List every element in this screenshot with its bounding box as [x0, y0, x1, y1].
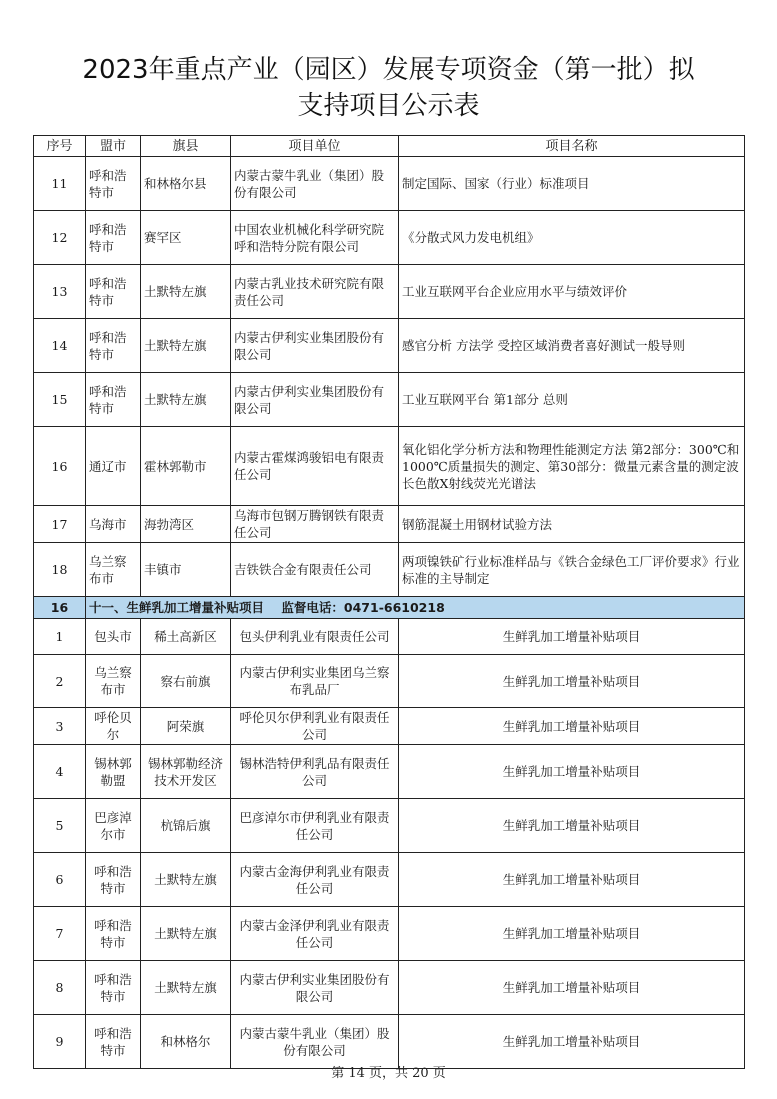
cell-banner: 稀土高新区 — [141, 619, 231, 655]
cell-banner: 土默特左旗 — [141, 853, 231, 907]
cell-unit: 内蒙古乳业技术研究院有限责任公司 — [231, 265, 399, 319]
cell-league: 呼和浩特市 — [86, 157, 141, 211]
cell-unit: 内蒙古伊利实业集团股份有限公司 — [231, 319, 399, 373]
cell-unit: 内蒙古蒙牛乳业（集团）股份有限公司 — [231, 1015, 399, 1069]
cell-name: 生鲜乳加工增量补贴项目 — [399, 799, 745, 853]
cell-banner: 锡林郭勒经济技术开发区 — [141, 745, 231, 799]
cell-unit: 内蒙古伊利实业集团股份有限公司 — [231, 961, 399, 1015]
table-header-row — [34, 136, 745, 157]
cell-league: 呼和浩特市 — [86, 211, 141, 265]
cell-seq: 3 — [34, 708, 86, 745]
table-row — [34, 619, 745, 655]
project-table — [33, 135, 745, 1069]
section-header-row — [34, 597, 745, 619]
cell-unit: 呼伦贝尔伊利乳业有限责任公司 — [231, 708, 399, 745]
table-row — [34, 1015, 745, 1069]
table-row — [34, 157, 745, 211]
cell-seq: 17 — [34, 506, 86, 543]
page-footer: 第 14 页，共 20 页 — [331, 1066, 446, 1081]
cell-league: 呼和浩特市 — [86, 319, 141, 373]
cell-banner: 土默特左旗 — [141, 961, 231, 1015]
title-line-1: 2023年重点产业（园区）发展专项资金（第一批）拟 — [82, 55, 695, 85]
table-row — [34, 799, 745, 853]
cell-banner: 阿荣旗 — [141, 708, 231, 745]
header-name: 项目名称 — [399, 136, 745, 157]
cell-league: 呼和浩特市 — [86, 853, 141, 907]
cell-banner: 丰镇市 — [141, 543, 231, 597]
table-row — [34, 319, 745, 373]
cell-unit: 中国农业机械化科学研究院呼和浩特分院有限公司 — [231, 211, 399, 265]
table-row — [34, 427, 745, 506]
cell-name: 两项镍铁矿行业标准样品与《铁合金绿色工厂评价要求》行业标准的主导制定 — [399, 543, 745, 597]
cell-unit: 锡林浩特伊利乳品有限责任公司 — [231, 745, 399, 799]
page-title — [0, 52, 777, 124]
table-row — [34, 708, 745, 745]
table-row — [34, 373, 745, 427]
table-row — [34, 543, 745, 597]
table-row — [34, 745, 745, 799]
cell-name: 生鲜乳加工增量补贴项目 — [399, 907, 745, 961]
cell-seq: 11 — [34, 157, 86, 211]
cell-league: 呼伦贝尔 — [86, 708, 141, 745]
table-row — [34, 907, 745, 961]
cell-banner: 土默特左旗 — [141, 373, 231, 427]
cell-league: 呼和浩特市 — [86, 265, 141, 319]
cell-seq: 15 — [34, 373, 86, 427]
cell-seq: 14 — [34, 319, 86, 373]
table-row — [34, 961, 745, 1015]
cell-unit: 内蒙古伊利实业集团乌兰察布乳品厂 — [231, 655, 399, 708]
cell-banner: 土默特左旗 — [141, 319, 231, 373]
cell-unit: 巴彦淖尔市伊利乳业有限责任公司 — [231, 799, 399, 853]
cell-banner: 和林格尔 — [141, 1015, 231, 1069]
cell-name: 生鲜乳加工增量补贴项目 — [399, 961, 745, 1015]
cell-name: 氧化铝化学分析方法和物理性能测定方法 第2部分：300℃和1000℃质量损失的测定、第30部分：微量元素含量的测定波长色散X射线荧光光谱法 — [399, 427, 745, 506]
cell-unit: 内蒙古伊利实业集团股份有限公司 — [231, 373, 399, 427]
cell-seq: 2 — [34, 655, 86, 708]
header-unit: 项目单位 — [231, 136, 399, 157]
cell-league: 呼和浩特市 — [86, 373, 141, 427]
cell-banner: 霍林郭勒市 — [141, 427, 231, 506]
cell-seq: 7 — [34, 907, 86, 961]
cell-seq: 4 — [34, 745, 86, 799]
cell-league: 乌海市 — [86, 506, 141, 543]
header-seq: 序号 — [34, 136, 86, 157]
cell-name: 工业互联网平台企业应用水平与绩效评价 — [399, 265, 745, 319]
cell-banner: 杭锦后旗 — [141, 799, 231, 853]
title-line-2: 支持项目公示表 — [297, 91, 480, 121]
cell-name: 生鲜乳加工增量补贴项目 — [399, 655, 745, 708]
cell-unit: 内蒙古金泽伊利乳业有限责任公司 — [231, 907, 399, 961]
cell-league: 包头市 — [86, 619, 141, 655]
cell-league: 巴彦淖尔市 — [86, 799, 141, 853]
cell-name: 生鲜乳加工增量补贴项目 — [399, 1015, 745, 1069]
cell-unit: 内蒙古霍煤鸿骏铝电有限责任公司 — [231, 427, 399, 506]
cell-seq: 9 — [34, 1015, 86, 1069]
cell-banner: 和林格尔县 — [141, 157, 231, 211]
cell-seq: 16 — [34, 427, 86, 506]
header-league: 盟市 — [86, 136, 141, 157]
cell-seq: 5 — [34, 799, 86, 853]
table-row — [34, 655, 745, 708]
table-row — [34, 506, 745, 543]
table-row — [34, 265, 745, 319]
cell-banner: 赛罕区 — [141, 211, 231, 265]
cell-name: 《分散式风力发电机组》 — [399, 211, 745, 265]
section-title: 十一、生鲜乳加工增量补贴项目 监督电话：0471-6610218 — [86, 597, 745, 619]
cell-unit: 吉铁铁合金有限责任公司 — [231, 543, 399, 597]
cell-name: 制定国际、国家（行业）标准项目 — [399, 157, 745, 211]
cell-banner: 察右前旗 — [141, 655, 231, 708]
cell-seq: 6 — [34, 853, 86, 907]
cell-unit: 内蒙古金海伊利乳业有限责任公司 — [231, 853, 399, 907]
cell-name: 生鲜乳加工增量补贴项目 — [399, 619, 745, 655]
cell-banner: 土默特左旗 — [141, 907, 231, 961]
cell-league: 乌兰察布市 — [86, 543, 141, 597]
cell-league: 呼和浩特市 — [86, 907, 141, 961]
section-seq: 16 — [34, 597, 86, 619]
cell-league: 乌兰察布市 — [86, 655, 141, 708]
cell-league: 通辽市 — [86, 427, 141, 506]
cell-name: 工业互联网平台 第1部分 总则 — [399, 373, 745, 427]
cell-banner: 土默特左旗 — [141, 265, 231, 319]
cell-seq: 12 — [34, 211, 86, 265]
cell-seq: 8 — [34, 961, 86, 1015]
cell-league: 呼和浩特市 — [86, 1015, 141, 1069]
cell-unit: 内蒙古蒙牛乳业（集团）股份有限公司 — [231, 157, 399, 211]
cell-name: 钢筋混凝土用钢材试验方法 — [399, 506, 745, 543]
cell-name: 生鲜乳加工增量补贴项目 — [399, 745, 745, 799]
cell-unit: 包头伊利乳业有限责任公司 — [231, 619, 399, 655]
cell-seq: 1 — [34, 619, 86, 655]
cell-seq: 18 — [34, 543, 86, 597]
header-banner: 旗县 — [141, 136, 231, 157]
cell-seq: 13 — [34, 265, 86, 319]
cell-league: 呼和浩特市 — [86, 961, 141, 1015]
table-row — [34, 211, 745, 265]
table-row — [34, 853, 745, 907]
cell-name: 生鲜乳加工增量补贴项目 — [399, 708, 745, 745]
cell-unit: 乌海市包钢万腾钢铁有限责任公司 — [231, 506, 399, 543]
cell-league: 锡林郭勒盟 — [86, 745, 141, 799]
cell-name: 感官分析 方法学 受控区域消费者喜好测试一般导则 — [399, 319, 745, 373]
cell-banner: 海勃湾区 — [141, 506, 231, 543]
cell-name: 生鲜乳加工增量补贴项目 — [399, 853, 745, 907]
